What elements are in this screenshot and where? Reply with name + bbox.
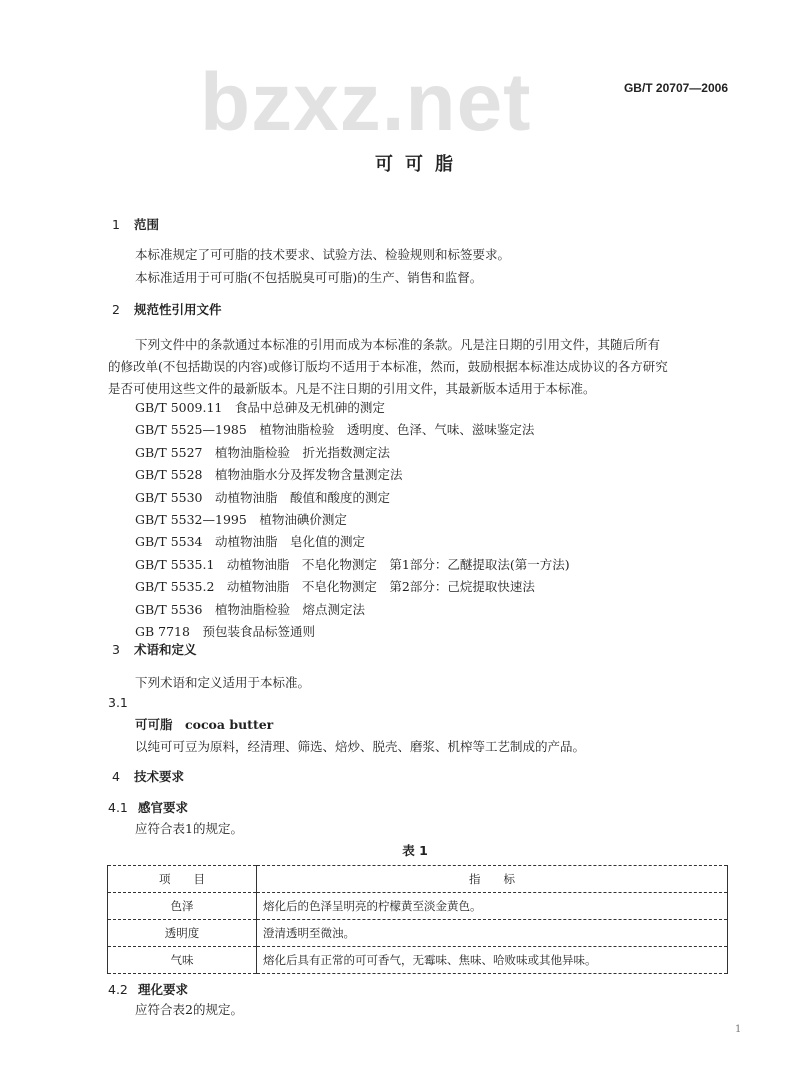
table-cell: 气味 — [108, 947, 257, 974]
section-title: 范围 — [134, 217, 160, 232]
section-number: 2 — [112, 302, 120, 317]
definition: 以纯可可豆为原料，经清理、筛选、焙炒、脱壳、磨浆、机榨等工艺制成的产品。 — [135, 739, 586, 754]
table-cell: 熔化后的色泽呈明亮的柠檬黄至淡金黄色。 — [257, 893, 728, 920]
section-number: 4.1 — [108, 800, 128, 815]
reference-item: GB/T 5532—1995 植物油碘价测定 — [135, 512, 347, 527]
standard-number: GB/T 20707—2006 — [623, 81, 728, 95]
reference-item: GB/T 5527 植物油脂检验 折光指数测定法 — [135, 444, 391, 460]
paragraph: 应符合表2的规定。 — [135, 1002, 243, 1017]
page-number: 1 — [735, 1024, 742, 1035]
paragraph-line: 的修改单(不包括勘误的内容)或修订版均不适用于本标准，然而，鼓励根据本标准达成协议的各方研究 — [108, 359, 668, 374]
table-1 — [107, 865, 728, 974]
paragraph-line: 是否可使用这些文件的最新版本。凡是不注日期的引用文件，其最新版本适用于本标准。 — [108, 381, 596, 396]
header-cell: 指 标 — [257, 866, 728, 893]
table-row — [108, 893, 728, 920]
section-number: 1 — [112, 217, 120, 232]
paragraph-line: 下列文件中的条款通过本标准的引用而成为本标准的条款。凡是注日期的引用文件，其随后所有 — [135, 337, 661, 352]
section-1-heading — [112, 219, 159, 232]
reference-item: GB/T 5009.11 食品中总砷及无机砷的测定 — [135, 400, 385, 415]
section-4-heading — [112, 771, 184, 784]
reference-item: GB/T 5534 动植物油脂 皂化值的测定 — [135, 534, 366, 550]
paragraph: 应符合表1的规定。 — [135, 821, 243, 836]
section-title: 感官要求 — [138, 800, 189, 815]
paragraph: 本标准规定了可可脂的技术要求、试验方法、检验规则和标签要求。 — [135, 247, 511, 262]
section-title: 规范性引用文件 — [134, 302, 222, 317]
document-title: 可可脂 — [375, 154, 465, 175]
watermark: bzxz.net — [200, 57, 532, 148]
table-row — [108, 947, 728, 974]
table-cell: 色泽 — [108, 893, 257, 920]
reference-item: GB/T 5536 植物油脂检验 熔点测定法 — [135, 601, 366, 617]
term: 可可脂 cocoa butter — [135, 717, 274, 732]
paragraph: 本标准适用于可可脂(不包括脱臭可可脂)的生产、销售和监督。 — [135, 270, 483, 285]
section-2-heading — [112, 304, 222, 317]
table-header-row — [108, 866, 728, 893]
section-3-heading — [112, 644, 197, 657]
section-title: 技术要求 — [134, 769, 185, 784]
table-caption: 表 1 — [402, 843, 428, 858]
table-row — [108, 920, 728, 947]
reference-item: GB/T 5535.1 动植物油脂 不皂化物测定 第1部分：乙醚提取法(第一方法) — [135, 556, 570, 572]
reference-item: GB/T 5525—1985 植物油脂检验 透明度、色泽、气味、滋味鉴定法 — [135, 422, 535, 438]
reference-item: GB/T 5530 动植物油脂 酸值和酸度的测定 — [135, 489, 391, 505]
section-number: 4 — [112, 769, 120, 784]
reference-item: GB/T 5528 植物油脂水分及挥发物含量测定法 — [135, 467, 403, 483]
table-cell: 熔化后具有正常的可可香气，无霉味、焦味、哈败味或其他异味。 — [257, 947, 728, 974]
section-title: 理化要求 — [138, 982, 189, 997]
reference-item: GB/T 5535.2 动植物油脂 不皂化物测定 第2部分：己烷提取快速法 — [135, 579, 535, 595]
paragraph: 下列术语和定义适用于本标准。 — [135, 675, 311, 690]
section-number: 3 — [112, 642, 120, 657]
header-cell: 项 目 — [108, 866, 257, 893]
table-cell: 澄清透明至微浊。 — [257, 920, 728, 947]
section-4-2-heading — [108, 984, 188, 997]
section-4-1-heading — [108, 802, 188, 815]
subsection-number: 3.1 — [108, 695, 128, 710]
table-cell: 透明度 — [108, 920, 257, 947]
section-number: 4.2 — [108, 982, 128, 997]
section-title: 术语和定义 — [134, 642, 197, 657]
reference-item: GB 7718 预包装食品标签通则 — [135, 624, 315, 639]
